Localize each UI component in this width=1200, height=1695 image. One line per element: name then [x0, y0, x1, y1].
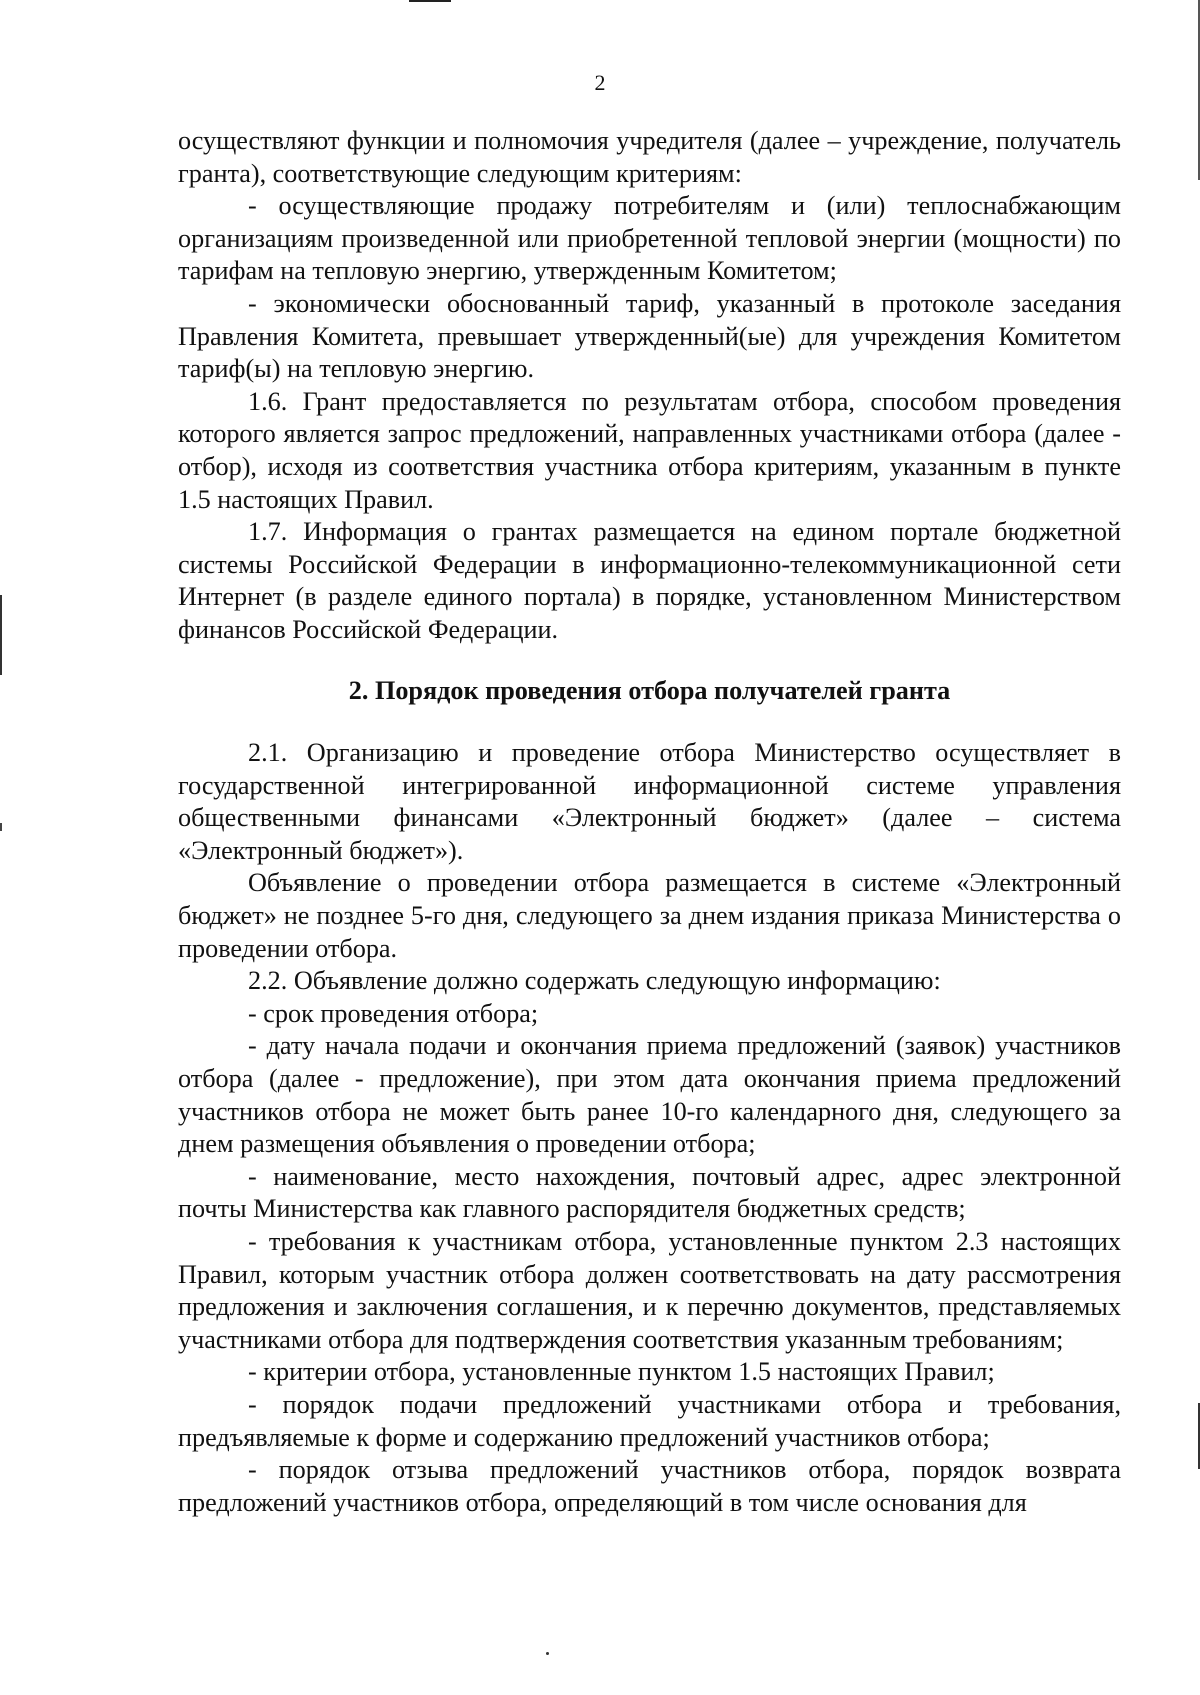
paragraph: 2.2. Объявление должно содержать следующую информацию: [248, 966, 941, 996]
paragraph: - срок проведения отбора; [248, 998, 539, 1028]
paragraph: - требования к участникам отбора, установленные пунктом 2.3 настоящих Правил, которым участник отбора должен соответствовать на дату рассмотрения предложения и заключения соглашения, и к перечню документов, представляемых участниками отбора для подтверждения соответствия указанным требованиям; [178, 1227, 1121, 1354]
paragraph: 1.7. Информация о грантах размещается на едином портале бюджетной системы Российской Федерации в информационно-телекоммуникационной сети Интернет (в разделе единого портала) в порядке, установленном Министерством финансов Российской Федерации. [178, 517, 1121, 644]
paragraph: 1.6. Грант предоставляется по результатам отбора, способом проведения которого является запрос предложений, направленных участниками отбора (далее - отбор), исходя из соответствия участника отбора критериям, указанным в пункте 1.5 настоящих Правил. [178, 386, 1121, 514]
scan-artifact [0, 823, 2, 831]
section-heading: 2. Порядок проведения отбора получателей гранта [348, 675, 951, 705]
paragraph: - экономически обоснованный тариф, указанный в протоколе заседания Правления Комитета, превышает утвержденный(ые) для учреждения Комитетом тариф(ы) на тепловую энергию. [178, 288, 1121, 384]
paragraph: осуществляют функции и полномочия учредителя (далее – учреждение, получатель гранта), соответствующие следующим критериям: [178, 126, 1121, 188]
scan-artifact [409, 0, 451, 2]
paragraph: - порядок отзыва предложений участников отбора, порядок возврата предложений участников отбора, определяющий в том числе основания для [178, 1455, 1121, 1517]
scan-artifact [0, 595, 2, 675]
paragraph: 2.1. Организацию и проведение отбора Министерство осуществляет в государственной интегрированной информационной системе управления общественными финансами «Электронный бюджет» (далее – система «Электронный бюджет»). [178, 738, 1121, 865]
document-body [178, 125, 1121, 1519]
paragraph: - наименование, место нахождения, почтовый адрес, адрес электронной почты Министерства как главного распорядителя бюджетных средств; [178, 1161, 1121, 1224]
page-number: 2 [594, 70, 606, 95]
paragraph: - осуществляющие продажу потребителям и (или) теплоснабжающим организациям произведенной или приобретенной тепловой энергии (мощности) по тарифам на тепловую энергию, утвержденным Комитетом; [178, 191, 1121, 286]
paragraph: - дату начала подачи и окончания приема предложений (заявок) участников отбора (далее - предложение), при этом дата окончания приема предложений участников отбора не может быть ранее 10-го календарного дня, следующего за днем размещения объявления о проведении отбора; [178, 1031, 1121, 1159]
paragraph: - порядок подачи предложений участниками отбора и требования, предъявляемые к форме и содержанию предложений участников отбора; [178, 1389, 1121, 1452]
section-2 [178, 737, 1121, 1519]
scan-artifact [546, 1652, 549, 1655]
section-1 [178, 125, 1121, 647]
paragraph: Объявление о проведении отбора размещается в системе «Электронный бюджет» не позднее 5-го дня, следующего за днем издания приказа Министерства о проведении отбора. [178, 868, 1121, 963]
paragraph: - критерии отбора, установленные пунктом 1.5 настоящих Правил; [248, 1357, 995, 1387]
